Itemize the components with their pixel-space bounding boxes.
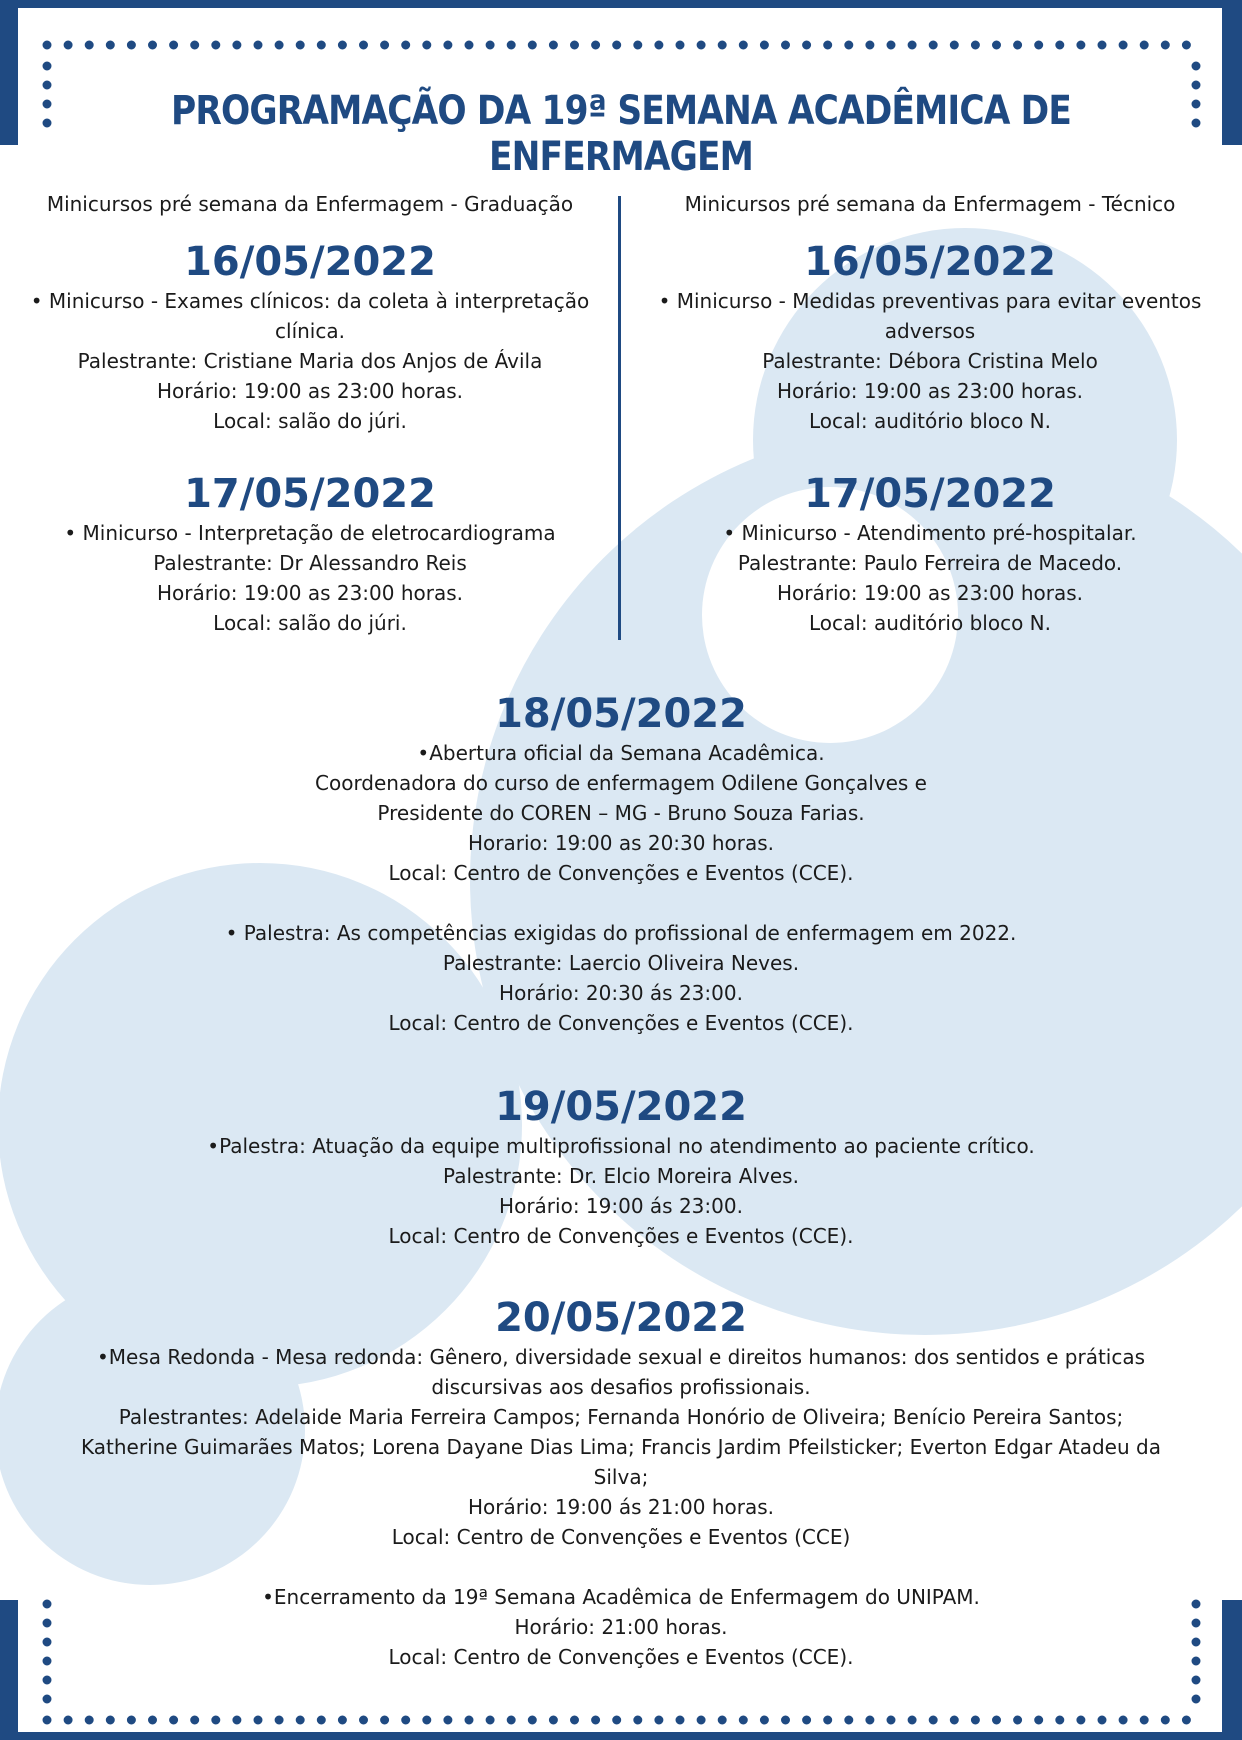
event-date: 19/05/2022 <box>495 1084 747 1130</box>
event-line: adversos <box>884 319 976 343</box>
event-line: Local: Centro de Convenções e Eventos (CCE). <box>388 1011 854 1035</box>
event-line: Palestrante: Dr Alessandro Reis <box>153 551 467 575</box>
event-line: • Minicurso - Medidas preventivas para evitar eventos <box>658 289 1202 313</box>
event-line: Local: salão do júri. <box>213 409 407 433</box>
event-line: Horário: 19:00 ás 21:00 horas. <box>467 1495 775 1519</box>
spacer <box>40 888 1202 918</box>
event-line: Local: Centro de Convenções e Eventos (CCE). <box>388 861 854 885</box>
column-heading: Minicursos pré semana da Enfermagem - Técnico <box>684 192 1176 216</box>
event-line: Local: Centro de Convenções e Eventos (CCE). <box>388 1224 854 1248</box>
event-line: Local: auditório bloco N. <box>809 409 1051 433</box>
event-line: Horário: 19:00 as 23:00 horas. <box>776 379 1084 403</box>
day-19-section <box>40 1083 1202 1251</box>
event-date: 20/05/2022 <box>495 1295 747 1341</box>
event-line: Local: Centro de Convenções e Eventos (CCE) <box>391 1525 851 1549</box>
event-date: 16/05/2022 <box>804 239 1056 285</box>
event-line: Katherine Guimarães Matos; Lorena Dayane Dias Lima; Francis Jardim Pfeilsticker; Everton Edgar Atadeu da <box>81 1435 1161 1459</box>
event-line: •Encerramento da 19ª Semana Acadêmica de Enfermagem do UNIPAM. <box>262 1585 980 1609</box>
column-graduacao <box>20 190 600 638</box>
event-line: Palestrante: Cristiane Maria dos Anjos de Ávila <box>77 349 543 373</box>
event-line: • Minicurso - Atendimento pré-hospitalar. <box>723 521 1137 545</box>
event-line: •Palestra: Atuação da equipe multiprofissional no atendimento ao paciente crítico. <box>207 1134 1035 1158</box>
event-line: discursivas aos desafios profissionais. <box>431 1375 811 1399</box>
event-date: 18/05/2022 <box>495 691 747 737</box>
event-line: Palestrante: Paulo Ferreira de Macedo. <box>737 551 1123 575</box>
event-date: 16/05/2022 <box>184 239 436 285</box>
event-line: Horário: 19:00 as 23:00 horas. <box>156 379 464 403</box>
event-line: Horário: 19:00 as 23:00 horas. <box>156 581 464 605</box>
event-line: clínica. <box>275 319 345 343</box>
event-line: Horário: 20:30 ás 23:00. <box>499 981 743 1005</box>
day-20-section <box>40 1294 1202 1672</box>
spacer <box>40 1552 1202 1582</box>
event-line: • Palestra: As competências exigidas do profissional de enfermagem em 2022. <box>225 921 1017 945</box>
day-18-section <box>40 690 1202 1038</box>
event-line: Horário: 21:00 horas. <box>514 1615 728 1639</box>
event-line: Horario: 19:00 as 20:30 horas. <box>467 831 775 855</box>
event-date: 17/05/2022 <box>184 471 436 517</box>
event-line: Horário: 19:00 as 23:00 horas. <box>776 581 1084 605</box>
event-line: Palestrante: Laercio Oliveira Neves. <box>442 951 800 975</box>
event-line: Coordenadora do curso de enfermagem Odilene Gonçalves e <box>315 771 927 795</box>
event-line: Presidente do COREN – MG - Bruno Souza Farias. <box>377 801 865 825</box>
event-date: 17/05/2022 <box>804 471 1056 517</box>
page-title: PROGRAMAÇÃO DA 19ª SEMANA ACADÊMICA DE ENFERMAGEM <box>171 88 1071 180</box>
event-line: Local: auditório bloco N. <box>809 611 1051 635</box>
event-line: •Abertura oficial da Semana Acadêmica. <box>417 741 825 765</box>
event-line: Silva; <box>593 1465 649 1489</box>
event-line: Palestrante: Dr. Elcio Moreira Alves. <box>443 1164 799 1188</box>
event-line: Palestrantes: Adelaide Maria Ferreira Campos; Fernanda Honório de Oliveira; Benício Pereira Santos; <box>118 1405 1124 1429</box>
event-line: Local: Centro de Convenções e Eventos (CCE). <box>388 1645 854 1669</box>
event-line: Horário: 19:00 ás 23:00. <box>499 1194 743 1218</box>
event-line: •Mesa Redonda - Mesa redonda: Gênero, diversidade sexual e direitos humanos: dos sentidos e práticas <box>96 1345 1146 1369</box>
column-divider <box>618 196 621 640</box>
event-line: Palestrante: Débora Cristina Melo <box>762 349 1098 373</box>
event-line: • Minicurso - Interpretação de eletrocardiograma <box>64 521 556 545</box>
column-heading: Minicursos pré semana da Enfermagem - Graduação <box>46 192 574 216</box>
event-line: Local: salão do júri. <box>213 611 407 635</box>
column-tecnico <box>640 190 1220 638</box>
event-line: • Minicurso - Exames clínicos: da coleta à interpretação <box>30 289 590 313</box>
